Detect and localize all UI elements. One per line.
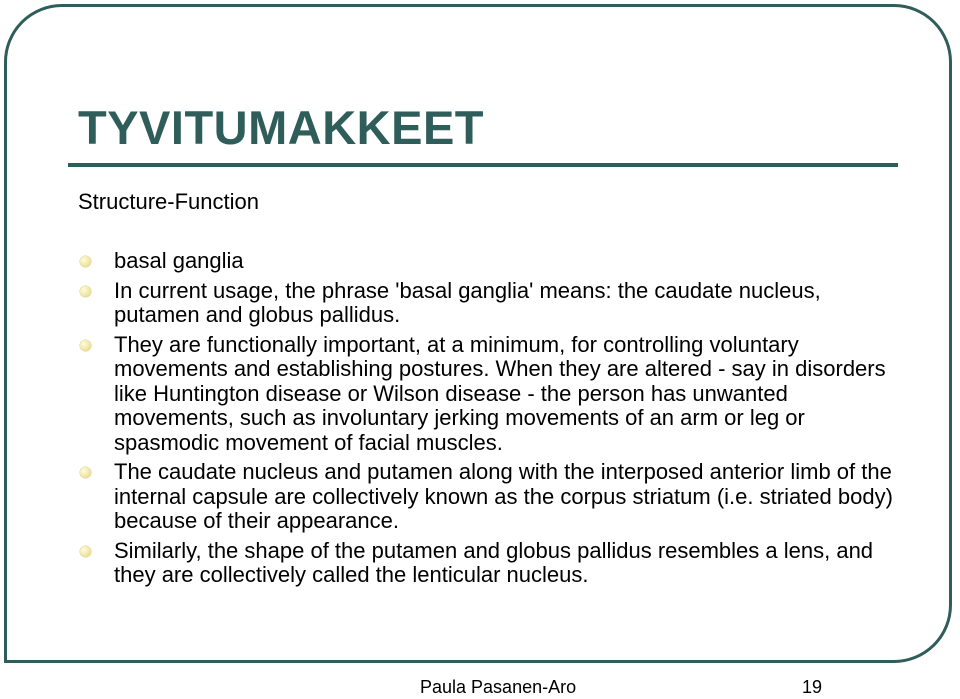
- slide-subtitle: Structure-Function: [78, 189, 259, 214]
- bullet-text: Similarly, the shape of the putamen and globus pallidus resembles a lens, and they are collectively called the lenticular nucleus.: [114, 537, 874, 587]
- bullet-list: [78, 249, 898, 593]
- bullet-text: In current usage, the phrase 'basal ganglia' means: the caudate nucleus, putamen and globus pallidus.: [114, 277, 821, 327]
- bullet-item: [78, 249, 898, 274]
- title-underline: [68, 163, 898, 167]
- bullet-dot-icon: [80, 286, 91, 297]
- bullet-text: basal ganglia: [114, 248, 244, 273]
- slide-title: TYVITUMAKKEET: [78, 101, 484, 154]
- footer-author: Paula Pasanen-Aro: [420, 677, 577, 697]
- bullet-dot-icon: [80, 546, 91, 557]
- bullet-dot-icon: [80, 256, 91, 267]
- bullet-item: [78, 333, 898, 456]
- bullet-text: The caudate nucleus and putamen along with the interposed anterior limb of the internal capsule are collectively known as the corpus striatum (i.e. striated body) because of their appearance.: [114, 459, 893, 533]
- bullet-dot-icon: [80, 467, 91, 478]
- bullet-item: [78, 460, 898, 534]
- bullet-text: They are functionally important, at a minimum, for controlling voluntary movements and establishing postures. When they are altered - say in disorders like Huntington disease or Wilson disease - the person has unwanted movements, such as involuntary jerking movements of an arm or leg or spasmodic movement of facial muscles.: [114, 331, 886, 455]
- bullet-item: [78, 279, 898, 328]
- page-number: 19: [802, 677, 823, 697]
- bullet-dot-icon: [80, 340, 91, 351]
- bullet-item: [78, 539, 898, 588]
